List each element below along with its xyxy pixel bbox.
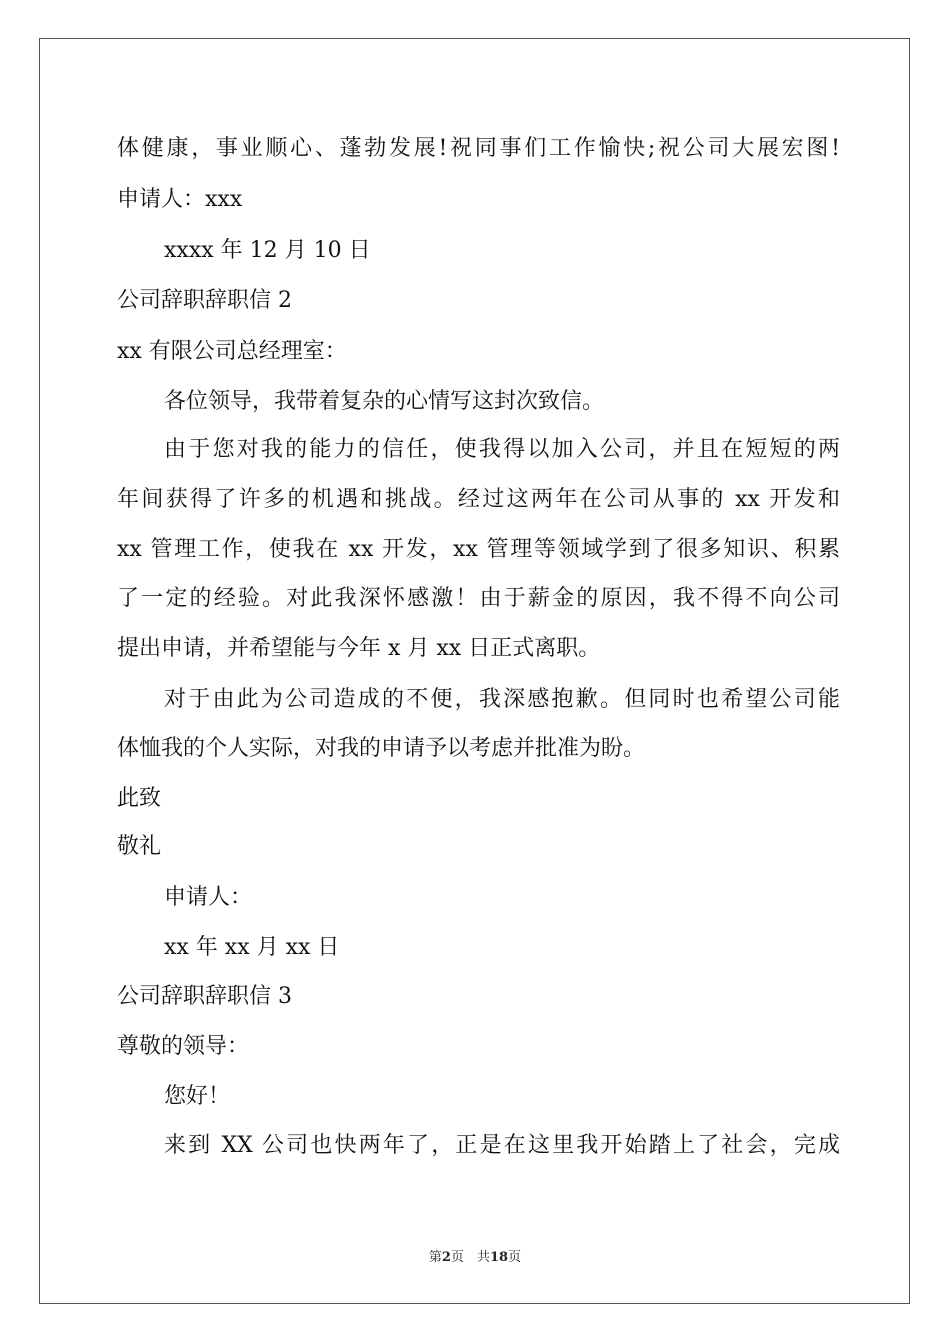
text-line: 了一定的经验。对此我深怀感激！由于薪金的原因，我不得不向公司 xyxy=(117,586,840,611)
text-line: 各位领导，我带着复杂的心情写这封次致信。 xyxy=(164,389,605,414)
text-line: 尊敬的领导： xyxy=(117,1034,250,1059)
text-line: 来到 XX 公司也快两年了，正是在这里我开始踏上了社会，完成 xyxy=(164,1133,840,1158)
text-line: 申请人：xxx xyxy=(117,187,243,212)
text-line: 此致 xyxy=(117,786,162,811)
total-page-number: 18 xyxy=(489,1250,509,1265)
text-line: xx 管理工作，使我在 xx 开发，xx 管理等领域学到了很多知识、积累 xyxy=(117,537,840,562)
text-line: 对于由此为公司造成的不便，我深感抱歉。但同时也希望公司能 xyxy=(164,687,840,712)
text-line: 您好！ xyxy=(164,1084,231,1109)
current-page-number: 2 xyxy=(441,1250,451,1265)
text-line: 由于您对我的能力的信任，使我得以加入公司，并且在短短的两 xyxy=(164,437,840,462)
text-line: xx 有限公司总经理室： xyxy=(117,339,347,364)
text-line: xx 年 xx 月 xx 日 xyxy=(164,935,340,960)
footer-middle: 页 共 xyxy=(450,1250,490,1265)
text-line: 体健康，事业顺心、蓬勃发展!祝同事们工作愉快;祝公司大展宏图! xyxy=(117,136,840,161)
text-line: 体恤我的个人实际，对我的申请予以考虑并批准为盼。 xyxy=(117,736,646,761)
text-line: 公司辞职辞职信 3 xyxy=(117,984,292,1009)
page-frame xyxy=(39,38,910,1304)
footer-prefix: 第 xyxy=(428,1250,442,1265)
text-line: 提出申请，并希望能与今年 x 月 xx 日正式离职。 xyxy=(117,636,601,661)
text-line: 申请人： xyxy=(164,885,253,910)
text-line: 敬礼 xyxy=(117,834,162,859)
text-line: 年间获得了许多的机遇和挑战。经过这两年在公司从事的 xx 开发和 xyxy=(117,487,840,512)
text-line: 公司辞职辞职信 2 xyxy=(117,288,292,313)
text-line: xxxx 年 12 月 10 日 xyxy=(164,238,371,263)
page-footer xyxy=(0,1246,950,1265)
footer-suffix: 页 xyxy=(508,1250,522,1265)
